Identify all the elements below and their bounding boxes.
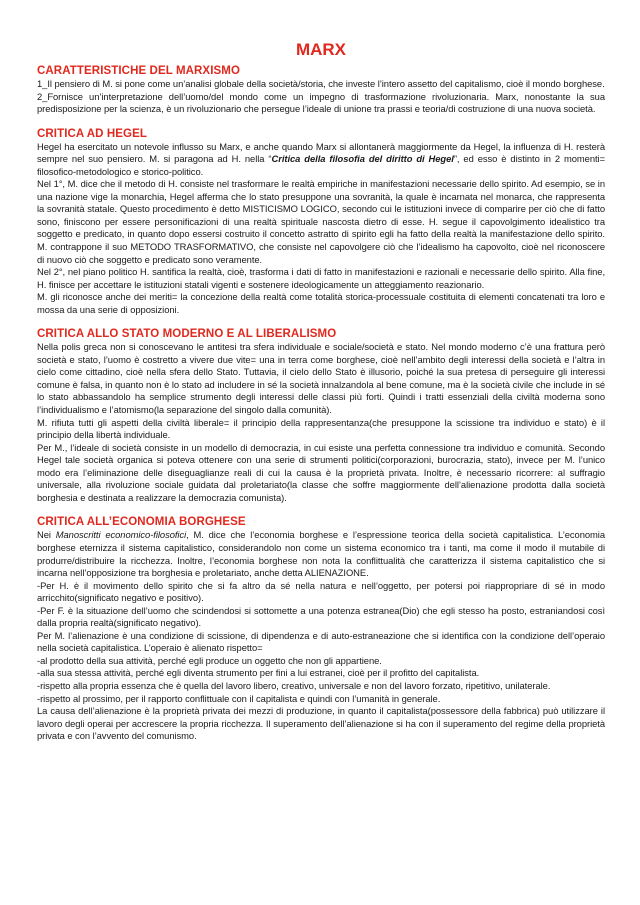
section-heading: CRITICA ALL’ECONOMIA BORGHESE <box>37 516 246 529</box>
section-caratteristiche <box>37 64 605 116</box>
paragraph: Nel 1°, M. dice che il metodo di H. consiste nel trasformare le realtà empiriche in manifestazioni necessarie dello spirito. Ad esempio, se in una nazione vige la monarchia, Hegel afferma che lo stato presuppone una sovranità, la quale è incarnata nel monarca, che rappresenta la sovranità statale. Questo procedimento è detto MISTICISMO LOGICO, secondo cui le istituzioni invece di comparire per ciò che di fatto sono, finiscono per essere personificazioni di una realtà spirituale nascosta dietro di esse. H. segue il capovolgimento idealistico tra soggetto e predicato, in quanto dopo essersi costruito il concetto astratto di spirito egli ha fatto della realtà la manifestazione dello spirito. M. contrappone il suo METODO TRASFORMATIVO, che consiste nel capovolgere ciò che l’idealismo ha capovolto, cioè nel riconoscere di nuovo ciò che soggetto e predicato sono veramente. <box>37 178 605 265</box>
paragraph-text: ”, ed esso è distinto in 2 momenti= filosofico-metodologico e storico-politico. <box>37 153 606 177</box>
book-title: Critica della filosofia del diritto di Hegel <box>271 153 454 165</box>
paragraph-text: Hegel ha esercitato un notevole influsso su Marx, e anche quando Marx si allontanerà maggiormente da Hegel, la influenza di H. resterà sempre nel suo pensiero. M. si paragona ad H. nella “ <box>37 140 605 165</box>
paragraph: La causa dell’alienazione è la proprietà privata dei mezzi di produzione, in quanto il capitalista(possessore della fabbrica) può utilizzare il lavoro degli operai per accrescere la propria ricchezza. Il superamento dell’alienazione si ha con il superamento del regime della proprietà privata e con l’avvento del comunismo. <box>37 705 605 742</box>
paragraph: 2_Fornisce un’interpretazione dell’uomo/del mondo come un impegno di trasformazione rivoluzionaria. Marx, nonostante la sua predisposizione per la scienza, è un rivoluzionario che persegue l’ideale di unione tra prassi e teoria/di costruzione di una nuova società. <box>37 90 605 115</box>
section-critica-hegel <box>37 127 605 317</box>
document-page <box>37 40 605 743</box>
paragraph: Per M., l’ideale di società consiste in un modello di democrazia, in cui esiste una perfetta connessione tra individuo e comunità. Secondo Hegel tale società organica si poteva ottenere con una serie di strumenti politici(corporazioni, burocrazia, stato), invece per M. l’unico modo era l’eliminazione delle diseguaglianze reali di cui la causa è la proprietà privata. Inoltre, è necessario ricorrere: al suffragio universale, alla rivoluzione sociale guidata dal proletariato(la classe che soffre maggiormente dell’alienazione prodotta dalla società borghesia e destinata a realizzare la democrazia comunista). <box>37 441 605 503</box>
paragraph: Per M. l’alienazione è una condizione di scissione, di dipendenza e di auto-estraneazione che si identifica con la condizione dell’operaio nella società capitalistica. L’operaio è alienato rispetto= <box>37 629 605 654</box>
section-heading: CRITICA AD HEGEL <box>37 127 147 140</box>
paragraph: Nel 2°, nel piano politico H. santifica la realtà, cioè, trasforma i dati di fatto in manifestazioni e razionali e necessarie dello spirito. Alla fine, H. finisce per accettare le istituzioni statali vigenti e sostenere ideologicamente un atteggiamento reazionario. <box>37 266 605 290</box>
list-item: -rispetto al prossimo, per il rapporto conflittuale con il capitalista e quindi con l’umanità in generale. <box>37 692 441 704</box>
section-heading: CARATTERISTICHE DEL MARXISMO <box>37 65 240 77</box>
paragraph: -Per F. è la situazione dell’uomo che scindendosi si sottomette a una potenza estranea(Dio) che egli stesso ha posto, estraniandosi così dalla propria realtà(significato negativo). <box>37 604 605 629</box>
list-item: -rispetto alla propria essenza che è quella del lavoro libero, creativo, universale e non del lavoro forzato, ripetitivo, unilaterale. <box>37 679 551 691</box>
section-heading: CRITICA ALLO STATO MODERNO E AL LIBERALISMO <box>37 328 337 341</box>
list-item: -al prodotto della sua attività, perché egli produce un oggetto che non gli appartiene. <box>37 654 382 666</box>
paragraph <box>37 529 605 579</box>
paragraph: M. rifiuta tutti gli aspetti della civiltà liberale= il principio della rappresentanza(che presuppone la scissione tra individuo e stato) è il principio della libertà individuale. <box>37 416 605 441</box>
document-title: MARX <box>295 40 347 59</box>
paragraph: M. gli riconosce anche dei meriti= la concezione della realtà come totalità storica-processuale costituita di elementi concatenati tra loro e mossa da una serie di opposizioni. <box>37 291 605 315</box>
book-title: Manoscritti economico-filosofici <box>55 529 187 541</box>
paragraph: Nella polis greca non si conoscevano le antitesi tra sfera individuale e sociale/società e stato. Nel mondo moderno c’è una frattura però società e stato, l’uomo è costretto a vivere due vite= una in terra come borghese, cioè nell’ambito degli interessi della società e l’altra in cielo come cittadino, cioè nella sfera dello Stato. Tuttavia, il cielo dello Stato è illusorio, poiché la sua pretesa di perseguire gli interessi comune è falsa, in quanto non è lo stato ad includere in sé la società innalzandola al bene comune, ma è la società civile che include in sé lo stato abbassandolo ha semplice strumento degli interessi delle classi più forti. Quindi i tratti essenziali della civiltà moderna sono l’individualismo e l’atomismo(la separazione del singolo dalla comunità). <box>37 341 605 416</box>
paragraph-text: Nei <box>37 529 56 541</box>
paragraph-text: , M. dice che l’economia borghese e l’espressione teorica della società capitalistica. L’economia borghese eternizza il sistema capitalistico, considerandolo non come un sistema economico tra i tanti, ma come il modo il mutabile di produrre/distribuire la ricchezza. Inoltre, l’economia borghese non nota la conflittualità che caratterizza il sistema capitalistico che si incarna nell’opposizione tra borghesia e proletariato, anche detta ALIENAZIONE. <box>37 529 605 579</box>
paragraph <box>37 141 605 179</box>
list-item: -alla sua stessa attività, perché egli diventa strumento per fini a lui estranei, cioè per il profitto del capitalista. <box>37 667 480 679</box>
paragraph: -Per H. è il movimento dello spirito che si fa altro da sé nella natura e nell’oggetto, per potersi poi riappropriare di sé in modo arricchito(significato negativo e positivo). <box>37 579 605 604</box>
section-critica-stato-moderno <box>37 327 605 504</box>
paragraph: 1_Il pensiero di M. si pone come un’analisi globale della società/storia, che investe l’intero assetto del capitalismo, cioè il mondo borghese. <box>37 78 605 89</box>
section-critica-economia-borghese <box>37 515 605 742</box>
